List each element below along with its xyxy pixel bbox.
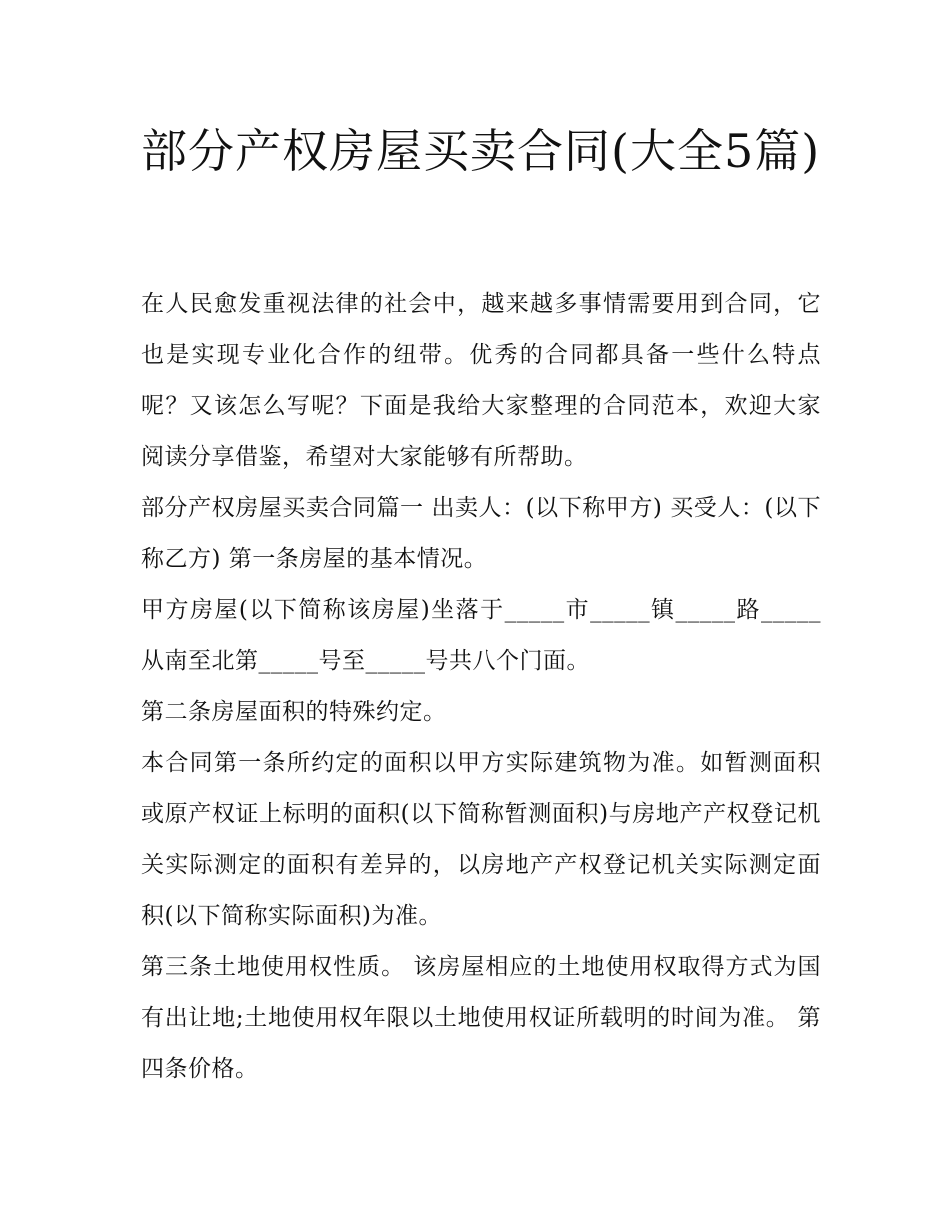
document-title: 部分产权房屋买卖合同(大全5篇) — [141, 124, 821, 178]
contract-parties-paragraph: 部分产权房屋买卖合同篇一 出卖人：(以下称甲方) 买受人：(以下称乙方) 第一条房屋的基本情况。 — [141, 495, 821, 572]
land-use-paragraph: 第三条土地使用权性质。 该房屋相应的土地使用权取得方式为国有出让地;土地使用权年限以土地使用权证所载明的时间为准。 第四条价格。 — [141, 954, 821, 1082]
intro-paragraph: 在人民愈发重视法律的社会中，越来越多事情需要用到合同，它也是实现专业化合作的纽带。优秀的合同都具备一些什么特点呢？又该怎么写呢？下面是我给大家整理的合同范本，欢迎大家阅读分享借鉴，希望对大家能够有所帮助。 — [141, 291, 821, 470]
document-body — [141, 279, 821, 1095]
house-location-paragraph: 甲方房屋(以下简称该房屋)坐落于_____市_____镇_____路_____从南至北第_____号至_____号共八个门面。 — [141, 597, 821, 674]
area-agreement-paragraph: 本合同第一条所约定的面积以甲方实际建筑物为准。如暂测面积或原产权证上标明的面积(以下简称暂测面积)与房地产产权登记机关实际测定的面积有差异的，以房地产产权登记机关实际测定面积(以下简称实际面积)为准。 — [141, 750, 821, 929]
article-two-heading: 第二条房屋面积的特殊约定。 — [141, 699, 447, 725]
